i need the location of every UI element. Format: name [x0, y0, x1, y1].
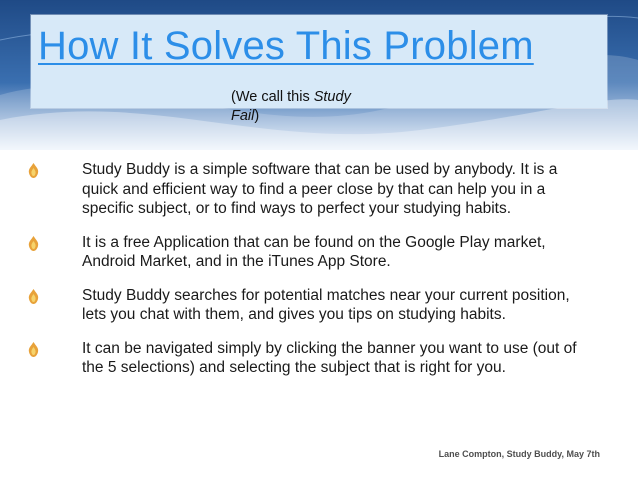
list-item: [24, 286, 594, 325]
subtitle-prefix: (We call this: [231, 89, 314, 105]
bullet-text: Study Buddy searches for potential matches near your current position, lets you chat with them, and gives you tips on studying habits.: [82, 286, 570, 323]
list-item: [24, 233, 594, 272]
list-item: [24, 160, 594, 219]
subtitle-italic-study: Study: [313, 89, 351, 105]
subtitle-suffix: ): [254, 108, 260, 124]
flame-bullet-icon: [28, 163, 39, 178]
flame-bullet-icon: [28, 342, 39, 357]
flame-bullet-icon: [28, 236, 39, 251]
bullet-list: [24, 160, 594, 392]
slide-subtitle: [231, 88, 371, 126]
slide-footer: Lane Compton, Study Buddy, May 7th: [438, 449, 600, 459]
list-item: [24, 339, 594, 378]
bullet-text: Study Buddy is a simple software that can be used by anybody. It is a quick and efficient way to find a peer close by that can help you in a specific subject, or to find ways to perfect your studying habits.: [82, 161, 558, 217]
bullet-text: It can be navigated simply by clicking the banner you want to use (out of the 5 selections) and selecting the subject that is right for you.: [82, 339, 577, 376]
subtitle-italic-fail: Fail: [231, 108, 255, 124]
slide-title: How It Solves This Problem: [38, 24, 534, 68]
bullet-text: It is a free Application that can be found on the Google Play market, Android Market, and in the iTunes App Store.: [82, 233, 546, 270]
flame-bullet-icon: [28, 289, 39, 304]
